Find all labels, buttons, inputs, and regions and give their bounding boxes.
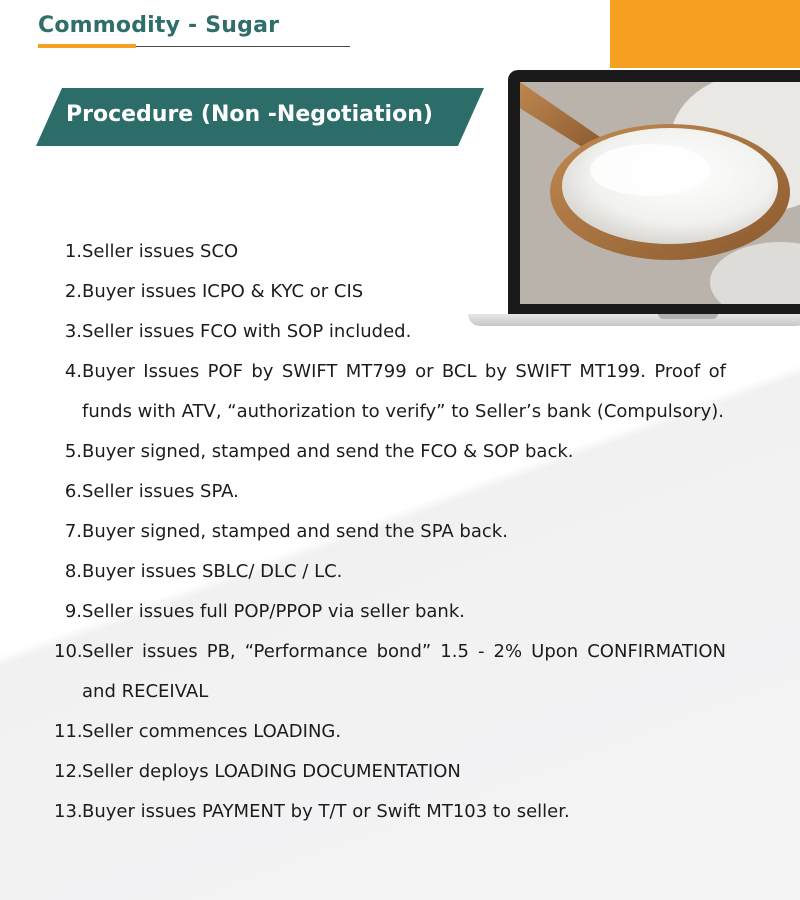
step-number: 3. (64, 321, 82, 342)
step-text: Buyer issues ICPO & KYC or CIS (82, 281, 364, 302)
step-number: 1. (64, 241, 82, 262)
step-text: Buyer signed, stamped and send the SPA back. (82, 521, 508, 542)
section-heading: Procedure (Non -Negotiation) (66, 102, 433, 127)
step-text: Seller issues SCO (82, 241, 239, 262)
procedure-list (54, 232, 726, 832)
title-underline-accent (38, 44, 136, 48)
step-text: Seller issues full POP/PPOP via seller bank. (82, 601, 465, 622)
step-text: Buyer Issues POF by SWIFT MT799 or BCL by SWIFT MT199. Proof of funds with ATV, “authorization to verify” to Seller’s bank (Compulsory). (82, 361, 726, 422)
step-number: 11. (54, 721, 83, 742)
procedure-step (54, 552, 726, 592)
step-text: Buyer signed, stamped and send the FCO & SOP back. (82, 441, 574, 462)
procedure-step (54, 632, 726, 712)
step-number: 8. (64, 561, 82, 582)
orange-accent-block (610, 0, 800, 68)
step-number: 7. (64, 521, 82, 542)
procedure-step (54, 752, 726, 792)
procedure-step (54, 512, 726, 552)
procedure-step (54, 472, 726, 512)
step-text: Buyer issues SBLC/ DLC / LC. (82, 561, 343, 582)
step-text: Seller issues FCO with SOP included. (82, 321, 412, 342)
step-number: 6. (64, 481, 82, 502)
step-text: Seller issues PB, “Performance bond” 1.5 - 2% Upon CONFIRMATION and RECEIVAL (82, 641, 726, 702)
step-number: 12. (54, 761, 83, 782)
step-number: 13. (54, 801, 83, 822)
step-number: 5. (64, 441, 82, 462)
procedure-step (54, 312, 726, 352)
procedure-step (54, 352, 726, 432)
page-title: Commodity - Sugar (38, 13, 280, 38)
step-text: Seller deploys LOADING DOCUMENTATION (82, 761, 461, 782)
procedure-step (54, 272, 726, 312)
step-number: 2. (64, 281, 82, 302)
step-text: Seller issues SPA. (82, 481, 239, 502)
step-text: Seller commences LOADING. (82, 721, 342, 742)
step-text: Buyer issues PAYMENT by T/T or Swift MT103 to seller. (82, 801, 570, 822)
procedure-step (54, 712, 726, 752)
procedure-step (54, 432, 726, 472)
procedure-step (54, 232, 726, 272)
step-number: 10. (54, 641, 83, 662)
procedure-step (54, 792, 726, 832)
procedure-step (54, 592, 726, 632)
step-number: 9. (64, 601, 82, 622)
step-number: 4. (64, 361, 82, 382)
